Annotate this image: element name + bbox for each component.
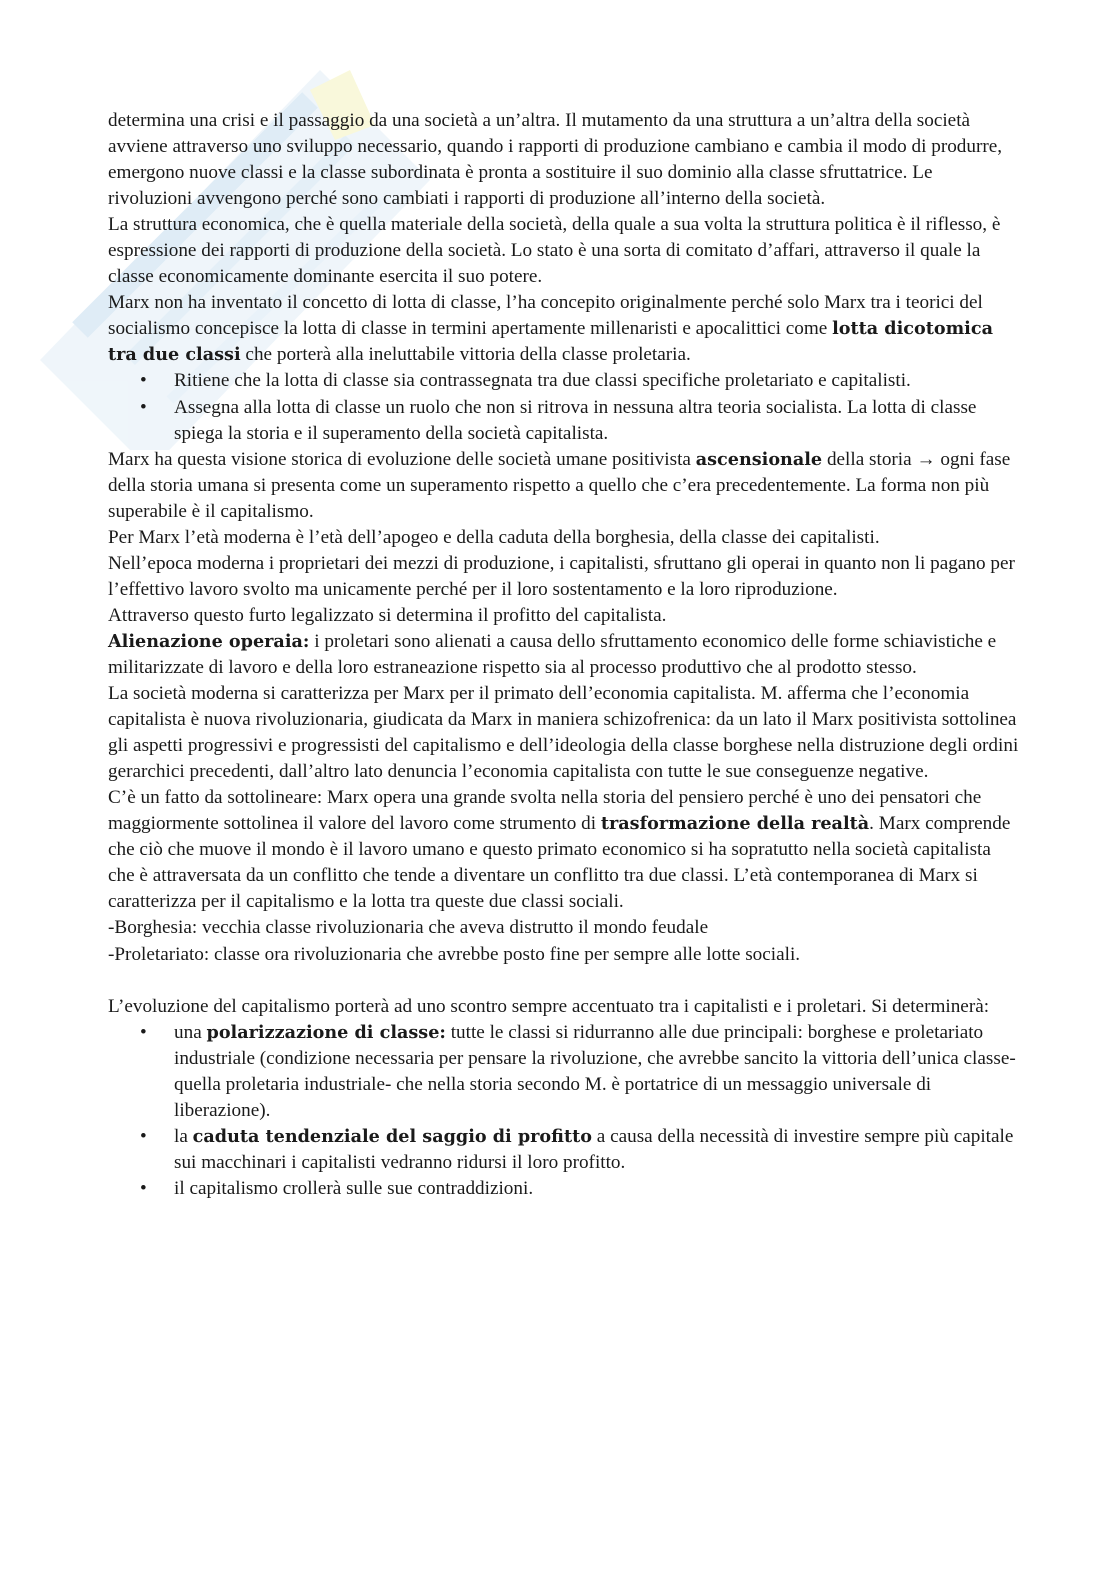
document-body [108, 108, 1020, 1202]
bold-term: polarizzazione di classe: [206, 1021, 446, 1043]
paragraph: -Borghesia: vecchia classe rivoluzionaria che aveva distrutto il mondo feudale [108, 917, 709, 939]
list-item: • una polarizzazione di classe: tutte le classi si ridurranno alle due principali: borghese e proletariato industriale (condizione necessaria per pensare la rivoluzione, che avrebbe sancito la vittoria dell’unica classe- quella proletaria industriale- che nella storia secondo M. è portatrice di un messaggio universale di liberazione). [108, 1020, 1020, 1124]
paragraph: Nell’epoca moderna i proprietari dei mezzi di produzione, i capitalisti, sfruttano gli operai in quanto non li pagano per l’effettivo lavoro svolto ma unicamente perché per il loro sostentamento e la loro riproduzione. [108, 552, 1015, 600]
blank-line [108, 968, 1020, 994]
paragraph: Per Marx l’età moderna è l’età dell’apogeo e della caduta della borghesia, della classe dei capitalisti. [108, 526, 880, 548]
paragraph: Alienazione operaia: i proletari sono alienati a causa dello sfruttamento economico delle forme schiavistiche e militarizzate di lavoro e della loro estraneazione rispetto sia al processo produttivo che al prodotto stesso. [108, 630, 997, 678]
paragraph: Attraverso questo furto legalizzato si determina il profitto del capitalista. [108, 604, 667, 626]
bold-term: ascensionale [695, 448, 823, 470]
paragraph: Marx ha questa visione storica di evoluzione delle società umane positivista ascensionale della storia → ogni fase della storia umana si presenta come un superamento rispetto a quello che c’era precedentemente. La forma non più superabile è il capitalismo. [108, 448, 1011, 522]
list-item: • Ritiene che la lotta di classe sia contrassegnata tra due classi specifiche proletariato e capitalisti. [108, 368, 1020, 394]
list-item: • il capitalismo crollerà sulle sue contraddizioni. [108, 1176, 1020, 1202]
bold-term: lotta dicotomica tra due classi [108, 318, 993, 366]
paragraph: L’evoluzione del capitalismo porterà ad uno scontro sempre accentuato tra i capitalisti e i proletari. Si determinerà: [108, 995, 990, 1017]
bullet-list [108, 368, 1020, 446]
bold-term: trasformazione della realtà [600, 813, 870, 835]
bold-term: caduta tendenziale del saggio di profitto [192, 1125, 592, 1147]
bold-term: Alienazione operaia: [108, 630, 310, 652]
list-item: • la caduta tendenziale del saggio di profitto a causa della necessità di investire sempre più capitale sui macchinari i capitalisti vedranno ridursi il loro profitto. [108, 1124, 1020, 1176]
list-item: • Assegna alla lotta di classe un ruolo che non si ritrova in nessuna altra teoria socialista. La lotta di classe spiega la storia e il superamento della società capitalista. [108, 395, 1020, 447]
paragraph: Marx non ha inventato il concetto di lotta di classe, l’ha concepito originalmente perché solo Marx tra i teorici del socialismo concepisce la lotta di classe in termini apertamente millenaristi e apocalittici come lotta dicotomica tra due classi che porterà alla ineluttabile vittoria della classe proletaria. [108, 292, 993, 366]
paragraph: La società moderna si caratterizza per Marx per il primato dell’economia capitalista. M. afferma che l’economia capitalista è nuova rivoluzionaria, giudicata da Marx in maniera schizofrenica: da un lato il Marx positivista sottolinea gli aspetti progressivi e progressisti del capitalismo e dell’ideologia della classe borghese nella distruzione degli ordini gerarchici precedenti, dall’altro lato denuncia l’economia capitalista con tutte le sue conseguenze negative. [108, 683, 1019, 783]
paragraph: determina una crisi e il passaggio da una società a un’altra. Il mutamento da una struttura a un’altra della società avviene attraverso uno sviluppo necessario, quando i rapporti di produzione cambiano e cambia il modo di produrre, emergono nuove classi e la classe subordinata è pronta a sostituire il suo dominio alla classe sfruttatrice. Le rivoluzioni avvengono perché sono cambiati i rapporti di produzione all’interno della società. [108, 110, 1003, 210]
paragraph: C’è un fatto da sottolineare: Marx opera una grande svolta nella storia del pensiero perché è uno dei pensatori che maggiormente sottolinea il valore del lavoro come strumento di trasformazione della realtà. Marx comprende che ciò che muove il mondo è il lavoro umano e questo primato economico si ha sopratutto nella società capitalista che è attraversata da un conflitto che tende a diventare un conflitto tra due classi. L’età contemporanea di Marx si caratterizza per il capitalismo e la lotta tra queste due classi sociali. [108, 787, 1011, 913]
paragraph: -Proletariato: classe ora rivoluzionaria che avrebbe posto fine per sempre alle lotte sociali. [108, 943, 801, 965]
paragraph: La struttura economica, che è quella materiale della società, della quale a sua volta la struttura politica è il riflesso, è espressione dei rapporti di produzione della società. Lo stato è una sorta di comitato d’affari, attraverso il quale la classe economicamente dominante esercita il suo potere. [108, 214, 1001, 288]
bullet-list [108, 1020, 1020, 1202]
